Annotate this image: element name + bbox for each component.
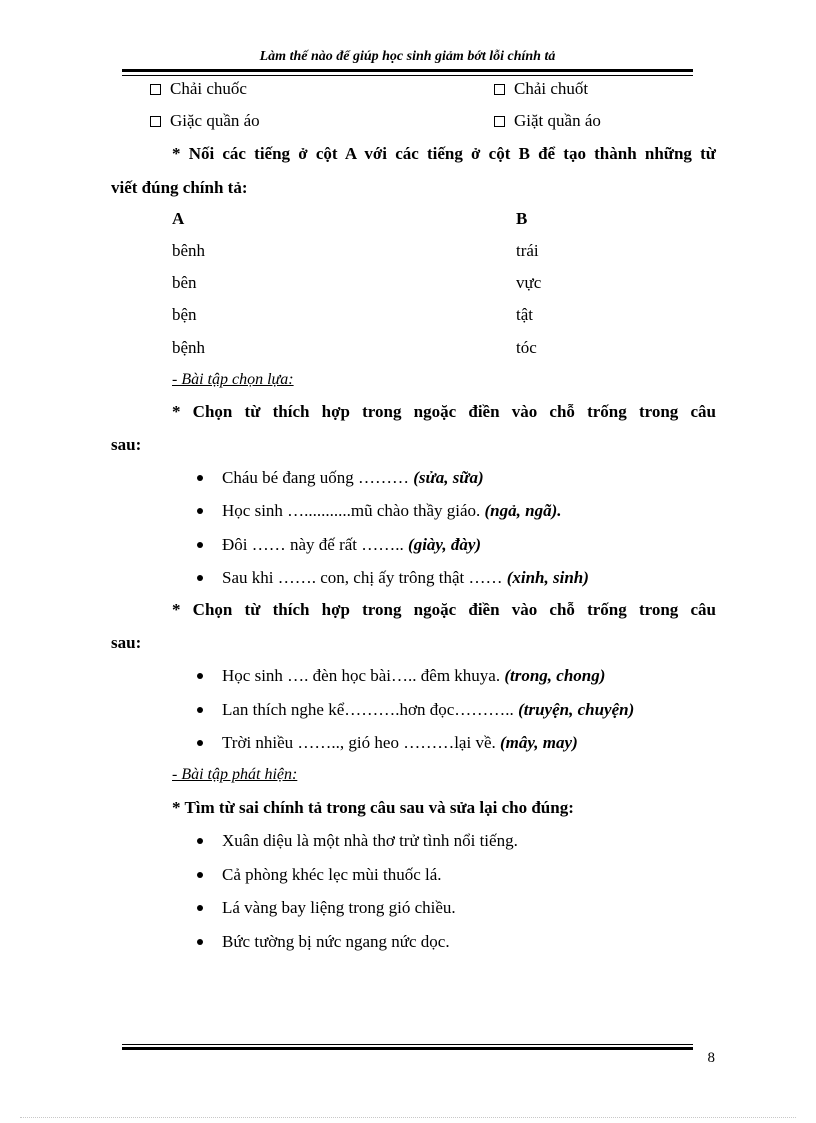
list-item: Xuân diệu là một nhà thơ trử tình nổi tiếng. (197, 831, 518, 851)
column-a-item: bệnh (172, 338, 206, 357)
page-number: 8 (707, 1050, 715, 1066)
column-b-item: tật (516, 305, 533, 324)
column-a-item: bênh (172, 241, 206, 260)
column-a-header: A (172, 209, 185, 228)
choice-instruction-2-line1: * Chọn từ thích hợp trong ngoặc điền vào chỗ trống trong câu (172, 600, 716, 619)
bullet-icon (197, 673, 203, 679)
detect-instruction: * Tìm từ sai chính tả trong câu sau và sửa lại cho đúng: (172, 798, 574, 817)
column-b-item: trái (516, 241, 539, 260)
column-a-item: bện (172, 305, 197, 324)
match-instruction-line2: viết đúng chính tả: (111, 178, 248, 197)
bullet-icon (197, 939, 203, 945)
list-item: Lan thích nghe kể……….hơn đọc……….. (truyện, chuyện) (197, 700, 634, 720)
checkbox-icon[interactable] (150, 84, 161, 95)
column-b-item: tóc (516, 338, 537, 357)
bullet-icon (197, 905, 203, 911)
list-item: Trời nhiều …….., gió heo ………lại về. (mây, may) (197, 733, 578, 753)
section-label-detect: - Bài tập phát hiện: (172, 766, 298, 783)
list-item: Sau khi ……. con, chị ấy trông thật …… (xinh, sinh) (197, 568, 589, 588)
checkbox-option[interactable]: Giặc quần áo (150, 111, 260, 131)
list-item: Học sinh …. đèn học bài….. đêm khuya. (trong, chong) (197, 666, 605, 686)
checkbox-icon[interactable] (494, 116, 505, 127)
bullet-icon (197, 838, 203, 844)
section-label-choice: - Bài tập chọn lựa: (172, 371, 294, 388)
checkbox-option[interactable]: Chải chuốc (150, 79, 247, 99)
match-instruction-line1: * Nối các tiếng ở cột A với các tiếng ở cột B để tạo thành những từ (172, 144, 716, 163)
checkbox-icon[interactable] (494, 84, 505, 95)
bullet-icon (197, 740, 203, 746)
bullet-icon (197, 475, 203, 481)
choice-instruction-2-line2: sau: (111, 633, 142, 652)
column-b-item: vực (516, 273, 542, 292)
bullet-icon (197, 508, 203, 514)
list-item: Lá vàng bay liệng trong gió chiều. (197, 898, 456, 918)
column-a-item: bên (172, 273, 197, 292)
page-header-title: Làm thế nào để giúp học sinh giảm bớt lỗi chính tả (259, 49, 556, 64)
bullet-icon (197, 872, 203, 878)
footer-rule-thin (122, 1044, 693, 1045)
page-bottom-border (20, 1117, 796, 1118)
list-item: Học sinh …...........mũ chào thầy giáo. (ngả, ngã). (197, 501, 562, 521)
bullet-icon (197, 707, 203, 713)
choice-instruction-1-line1: * Chọn từ thích hợp trong ngoặc điền vào chỗ trống trong câu (172, 402, 716, 421)
bullet-icon (197, 542, 203, 548)
checkbox-option[interactable]: Chải chuốt (494, 79, 588, 99)
checkbox-icon[interactable] (150, 116, 161, 127)
footer-rule-thick (122, 1047, 693, 1050)
header-rule-thick (122, 69, 693, 72)
list-item: Cháu bé đang uống ……… (sửa, sữa) (197, 468, 484, 488)
column-b-header: B (516, 209, 528, 228)
bullet-icon (197, 575, 203, 581)
choice-instruction-1-line2: sau: (111, 435, 142, 454)
list-item: Đôi …… này đế rất …….. (giày, đày) (197, 535, 481, 555)
checkbox-option[interactable]: Giặt quần áo (494, 111, 601, 131)
header-rule-thin (122, 75, 693, 76)
list-item: Cả phòng khéc lẹc mùi thuốc lá. (197, 865, 442, 885)
list-item: Bức tường bị nức ngang nức dọc. (197, 932, 450, 952)
